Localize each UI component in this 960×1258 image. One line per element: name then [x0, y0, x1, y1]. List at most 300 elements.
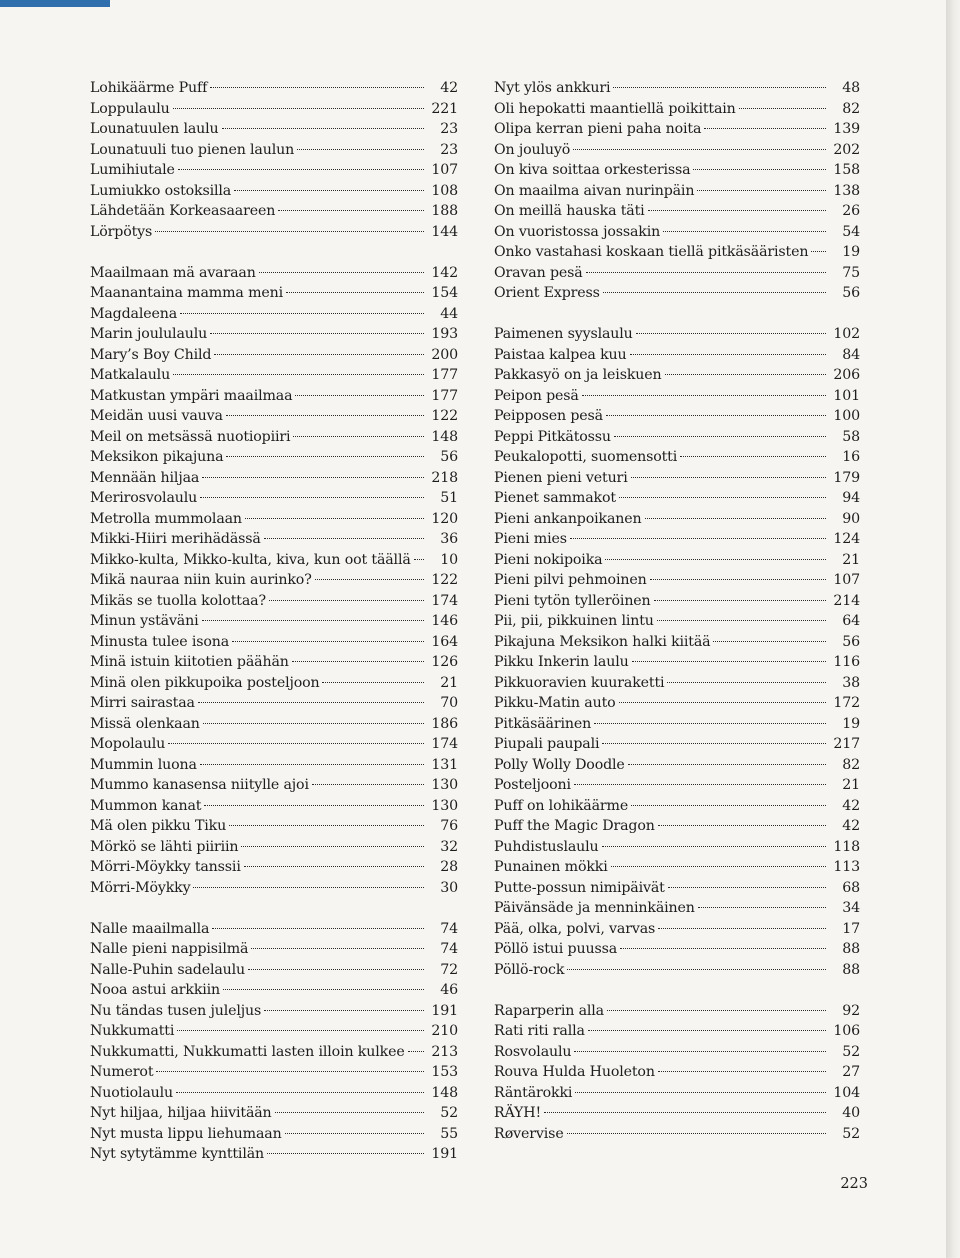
index-entry — [494, 160, 860, 181]
index-entry — [494, 775, 860, 796]
dot-leader — [204, 805, 424, 806]
entry-title: Peppi Pitkätossu — [494, 428, 611, 445]
entry-title: Minä istuin kiitotien päähän — [90, 654, 289, 670]
dot-leader — [226, 456, 424, 457]
entry-page-number: 23 — [440, 121, 458, 137]
entry-page-number: 27 — [842, 1064, 860, 1080]
entry-title: Pieni tytön tylleröinen — [494, 592, 651, 609]
entry-page-number: 124 — [833, 531, 860, 547]
entry-page-number: 130 — [431, 797, 458, 814]
entry-title: On maailma aivan nurinpäin — [494, 182, 695, 199]
entry-page-number: 108 — [431, 182, 458, 199]
dot-leader — [315, 579, 424, 580]
entry-page-number: 19 — [842, 715, 860, 732]
entry-page-number: 28 — [440, 859, 458, 875]
dot-leader — [693, 169, 826, 170]
entry-page-number: 56 — [842, 285, 860, 301]
dot-leader — [567, 1133, 826, 1134]
dot-leader — [200, 497, 424, 498]
index-entry — [494, 406, 860, 427]
entry-page-number: 118 — [833, 838, 860, 855]
entry-title: Onko vastahasi koskaan tiellä pitkäsääristen — [494, 244, 809, 260]
entry-page-number: 76 — [440, 818, 458, 834]
entry-page-number: 130 — [431, 777, 458, 793]
dot-leader — [594, 723, 826, 724]
index-entry — [90, 263, 458, 284]
dot-leader — [645, 518, 827, 519]
entry-page-number: 100 — [833, 408, 860, 424]
dot-leader — [408, 1051, 424, 1052]
index-column-right — [494, 78, 860, 1144]
entry-page-number: 74 — [440, 941, 458, 957]
dot-leader — [226, 415, 424, 416]
entry-title: Mennään hiljaa — [90, 469, 200, 486]
entry-page-number: 139 — [833, 121, 860, 137]
dot-leader — [603, 292, 826, 293]
entry-page-number: 36 — [440, 531, 458, 547]
dot-leader — [245, 518, 424, 519]
index-entry — [90, 140, 458, 161]
dot-leader — [613, 87, 826, 88]
entry-page-number: 191 — [431, 1002, 458, 1019]
dot-leader — [631, 805, 826, 806]
index-entry — [90, 447, 458, 468]
index-entry — [90, 980, 458, 1001]
index-entry — [494, 857, 860, 878]
entry-title: Paistaa kalpea kuu — [494, 346, 627, 363]
page-number: 223 — [840, 1176, 868, 1192]
entry-page-number: 210 — [431, 1023, 458, 1039]
entry-title: Puff on lohikäärme — [494, 797, 629, 814]
index-entry — [90, 1042, 458, 1063]
index-entry — [90, 386, 458, 407]
entry-title: Pää, olka, polvi, varvas — [494, 920, 656, 937]
entry-title: Minusta tulee isona — [90, 633, 230, 650]
index-entry — [494, 919, 860, 940]
index-entry — [494, 1103, 860, 1124]
entry-title: Minun ystäväni — [90, 613, 199, 629]
entry-page-number: 10 — [440, 551, 458, 568]
index-entry — [494, 222, 860, 243]
index-entry — [494, 427, 860, 448]
index-entry — [90, 406, 458, 427]
entry-title: Mikäs se tuolla kolottaa? — [90, 592, 266, 609]
index-entry — [90, 960, 458, 981]
index-entry — [494, 468, 860, 489]
entry-page-number: 55 — [440, 1125, 458, 1142]
index-entry — [494, 78, 860, 99]
dot-leader — [178, 169, 424, 170]
entry-title: Lounatuulen laulu — [90, 121, 219, 137]
dot-leader — [697, 190, 826, 191]
entry-title: Pieni nokipoika — [494, 551, 603, 568]
index-entry — [90, 283, 458, 304]
dot-leader — [602, 743, 826, 744]
entry-title: Maanantaina mamma meni — [90, 285, 283, 301]
dot-leader — [668, 887, 826, 888]
dot-leader — [665, 374, 827, 375]
entry-title: Puhdistuslaulu — [494, 838, 599, 855]
dot-leader — [173, 374, 424, 375]
index-entry — [494, 960, 860, 981]
entry-title: Missä olenkaan — [90, 715, 200, 732]
entry-page-number: 126 — [431, 654, 458, 670]
entry-title: Pikku Inkerin laulu — [494, 654, 629, 670]
entry-page-number: 82 — [842, 756, 860, 773]
entry-page-number: 82 — [842, 100, 860, 117]
entry-title: Mikä nauraa niin kuin aurinko? — [90, 572, 312, 588]
dot-leader — [650, 579, 826, 580]
index-entry — [90, 1144, 458, 1165]
dot-leader — [210, 333, 424, 334]
index-entry — [90, 755, 458, 776]
dot-leader — [607, 1010, 826, 1011]
index-entry — [90, 345, 458, 366]
entry-page-number: 42 — [842, 797, 860, 814]
dot-leader — [168, 743, 424, 744]
dot-leader — [202, 477, 424, 478]
entry-title: Piupali paupali — [494, 736, 600, 752]
index-entry — [494, 345, 860, 366]
entry-page-number: 214 — [833, 592, 860, 609]
dot-leader — [811, 251, 826, 252]
dot-leader — [222, 128, 424, 129]
dot-leader — [212, 928, 424, 929]
entry-title: Lounatuuli tuo pienen laulun — [90, 141, 295, 158]
entry-page-number: 88 — [842, 941, 860, 957]
section-gap — [494, 980, 860, 1001]
entry-title: Mopolaulu — [90, 736, 166, 752]
index-entry — [494, 447, 860, 468]
dot-leader — [704, 128, 826, 129]
dot-leader — [200, 764, 424, 765]
entry-page-number: 21 — [842, 551, 860, 568]
entry-page-number: 186 — [431, 715, 458, 732]
entry-title: Oravan pesä — [494, 264, 583, 281]
dot-leader — [658, 928, 826, 929]
dot-leader — [198, 702, 424, 703]
index-entry — [494, 242, 860, 263]
index-entry — [494, 365, 860, 386]
entry-page-number: 148 — [431, 428, 458, 445]
entry-page-number: 42 — [842, 818, 860, 834]
index-entry — [494, 201, 860, 222]
dot-leader — [241, 846, 424, 847]
entry-page-number: 64 — [842, 613, 860, 629]
entry-title: Pikkuoravien kuuraketti — [494, 674, 665, 691]
dot-leader — [155, 231, 424, 232]
dot-leader — [156, 1071, 424, 1072]
entry-page-number: 172 — [833, 695, 860, 711]
entry-title: Polly Wolly Doodle — [494, 756, 625, 773]
index-entry — [90, 1021, 458, 1042]
entry-page-number: 48 — [842, 80, 860, 96]
entry-page-number: 107 — [833, 572, 860, 588]
entry-page-number: 52 — [842, 1125, 860, 1142]
entry-page-number: 21 — [440, 674, 458, 691]
dot-leader — [588, 1030, 826, 1031]
entry-page-number: 174 — [431, 736, 458, 752]
entry-page-number: 206 — [833, 367, 860, 383]
entry-title: Meil on metsässä nuotiopiiri — [90, 428, 291, 445]
entry-page-number: 213 — [431, 1043, 458, 1060]
entry-page-number: 90 — [842, 510, 860, 527]
index-entry — [90, 734, 458, 755]
entry-page-number: 40 — [842, 1105, 860, 1121]
dot-leader — [259, 272, 424, 273]
entry-page-number: 72 — [440, 961, 458, 978]
dot-leader — [295, 395, 424, 396]
dot-leader — [293, 436, 424, 437]
entry-title: Nyt ylös ankkuri — [494, 80, 611, 96]
entry-title: Meidän uusi vauva — [90, 408, 223, 424]
entry-title: Nukkumatti, Nukkumatti lasten illoin kulkee — [90, 1043, 405, 1060]
entry-title: On jouluyö — [494, 141, 571, 158]
entry-page-number: 174 — [431, 592, 458, 609]
dot-leader — [278, 210, 424, 211]
entry-page-number: 34 — [842, 900, 860, 916]
entry-title: Nu tändas tusen juleljus — [90, 1002, 262, 1019]
dot-leader — [605, 559, 826, 560]
entry-title: Rati riti ralla — [494, 1023, 585, 1039]
entry-page-number: 191 — [431, 1146, 458, 1162]
entry-title: Raparperin alla — [494, 1002, 604, 1019]
index-entry — [494, 1062, 860, 1083]
entry-page-number: 202 — [833, 141, 860, 158]
dot-leader — [322, 682, 424, 683]
dot-leader — [544, 1112, 826, 1113]
entry-title: Nalle-Puhin sadelaulu — [90, 961, 246, 978]
entry-title: On meillä hauska täti — [494, 203, 645, 219]
entry-page-number: 46 — [440, 982, 458, 998]
entry-title: Lumihiutale — [90, 162, 175, 178]
dot-leader — [657, 620, 826, 621]
index-entry — [494, 755, 860, 776]
dot-leader — [275, 1112, 424, 1113]
dot-leader — [636, 333, 826, 334]
entry-title: Pienen pieni veturi — [494, 469, 628, 486]
entry-title: Nooa astui arkkiin — [90, 982, 221, 998]
entry-page-number: 144 — [431, 223, 458, 240]
dot-leader — [575, 1092, 826, 1093]
entry-page-number: 102 — [833, 326, 860, 342]
index-entry — [90, 488, 458, 509]
index-entry — [494, 1083, 860, 1104]
entry-page-number: 164 — [431, 633, 458, 650]
entry-title: Metrolla mummolaan — [90, 510, 242, 527]
index-entry — [90, 119, 458, 140]
entry-page-number: 217 — [833, 736, 860, 752]
index-entry — [90, 652, 458, 673]
entry-title: Marin joululaulu — [90, 326, 208, 342]
dot-leader — [292, 661, 424, 662]
index-entry — [90, 509, 458, 530]
index-entry — [90, 181, 458, 202]
entry-page-number: 142 — [431, 264, 458, 281]
dot-leader — [264, 538, 424, 539]
entry-title: Nyt sytytämme kynttilän — [90, 1146, 264, 1162]
entry-page-number: 21 — [842, 777, 860, 793]
entry-page-number: 107 — [431, 162, 458, 178]
dot-leader — [203, 723, 424, 724]
entry-title: Maailmaan mä avaraan — [90, 264, 256, 281]
entry-title: Mummin luona — [90, 756, 197, 773]
index-entry — [494, 611, 860, 632]
entry-title: Nyt musta lippu liehumaan — [90, 1125, 282, 1142]
index-entry — [494, 632, 860, 653]
entry-page-number: 120 — [431, 510, 458, 527]
index-entry — [494, 1124, 860, 1145]
index-entry — [494, 796, 860, 817]
index-entry — [90, 201, 458, 222]
entry-page-number: 38 — [842, 674, 860, 691]
dot-leader — [297, 149, 424, 150]
entry-title: Loppulaulu — [90, 100, 170, 117]
entry-page-number: 177 — [431, 367, 458, 383]
index-entry — [90, 693, 458, 714]
dot-leader — [177, 1030, 424, 1031]
dot-leader — [312, 784, 424, 785]
entry-title: Puff the Magic Dragon — [494, 818, 655, 834]
entry-title: Mirri sairastaa — [90, 695, 195, 711]
dot-leader — [567, 969, 826, 970]
entry-title: Pii, pii, pikkuinen lintu — [494, 613, 654, 629]
entry-title: Pitkäsäärinen — [494, 715, 592, 732]
index-entry — [90, 427, 458, 448]
corner-color-tab — [0, 0, 110, 7]
entry-title: Lähdetään Korkeasaareen — [90, 203, 276, 219]
entry-title: Mummon kanat — [90, 797, 202, 814]
entry-page-number: 122 — [431, 408, 458, 424]
index-entry — [494, 652, 860, 673]
entry-title: Rouva Hulda Huoleton — [494, 1064, 655, 1080]
entry-page-number: 19 — [842, 244, 860, 260]
dot-leader — [244, 866, 424, 867]
entry-title: Mikko-kulta, Mikko-kulta, kiva, kun oot täällä — [90, 551, 411, 568]
entry-page-number: 138 — [833, 182, 860, 199]
entry-title: Olipa kerran pieni paha noita — [494, 121, 702, 137]
dot-leader — [619, 702, 826, 703]
entry-page-number: 177 — [431, 387, 458, 404]
entry-title: Nalle maailmalla — [90, 920, 210, 937]
index-entry — [90, 78, 458, 99]
index-entry — [494, 837, 860, 858]
dot-leader — [202, 620, 425, 621]
entry-page-number: 116 — [833, 654, 860, 670]
dot-leader — [582, 395, 826, 396]
entry-page-number: 104 — [833, 1084, 860, 1101]
entry-page-number: 51 — [440, 490, 458, 506]
entry-page-number: 54 — [842, 223, 860, 240]
dot-leader — [193, 887, 424, 888]
index-entry — [494, 673, 860, 694]
dot-leader — [631, 477, 826, 478]
index-entry — [90, 1124, 458, 1145]
entry-title: Peipposen pesä — [494, 408, 603, 424]
dot-leader — [180, 313, 424, 314]
dot-leader — [574, 1051, 826, 1052]
dot-leader — [628, 764, 826, 765]
entry-page-number: 17 — [842, 920, 860, 937]
dot-leader — [229, 825, 424, 826]
entry-title: Mikki-Hiiri merihädässä — [90, 531, 261, 547]
index-entry — [90, 1103, 458, 1124]
index-entry — [494, 1042, 860, 1063]
entry-title: Rosvolaulu — [494, 1043, 572, 1060]
dot-leader — [269, 600, 424, 601]
entry-title: Merirosvolaulu — [90, 490, 198, 506]
index-entry — [90, 222, 458, 243]
dot-leader — [251, 948, 424, 949]
index-entry — [494, 816, 860, 837]
dot-leader — [614, 436, 826, 437]
dot-leader — [234, 190, 424, 191]
entry-title: Mä olen pikku Tiku — [90, 818, 227, 834]
index-entry — [494, 550, 860, 571]
entry-page-number: 221 — [431, 100, 458, 117]
index-column-left — [90, 78, 458, 1165]
index-entry — [90, 591, 458, 612]
entry-page-number: 52 — [440, 1105, 458, 1121]
section-gap — [90, 242, 458, 263]
entry-title: Orient Express — [494, 285, 600, 301]
index-entry — [494, 283, 860, 304]
entry-title: Pieni ankanpoikanen — [494, 510, 642, 527]
entry-page-number: 146 — [431, 613, 458, 629]
index-entry — [90, 1001, 458, 1022]
page-edge — [946, 0, 960, 1258]
entry-title: Putte-possun nimipäivät — [494, 879, 665, 896]
entry-title: RÄYH! — [494, 1105, 542, 1121]
entry-title: Mummo kanasensa niitylle ajoi — [90, 777, 309, 793]
entry-page-number: 52 — [842, 1043, 860, 1060]
dot-leader — [667, 682, 826, 683]
entry-page-number: 74 — [440, 920, 458, 937]
entry-title: On vuoristossa jossakin — [494, 223, 661, 240]
index-entry — [90, 160, 458, 181]
entry-title: Posteljooni — [494, 777, 571, 793]
entry-title: Peukalopotti, suomensotti — [494, 449, 678, 465]
index-entry — [494, 734, 860, 755]
index-entry — [494, 386, 860, 407]
index-entry — [90, 99, 458, 120]
entry-page-number: 56 — [842, 633, 860, 650]
entry-title: Oli hepokatti maantiellä poikittain — [494, 100, 736, 117]
dot-leader — [619, 497, 826, 498]
entry-title: Räntärokki — [494, 1084, 573, 1101]
entry-title: Magdaleena — [90, 305, 178, 322]
entry-page-number: 26 — [842, 203, 860, 219]
entry-page-number: 68 — [842, 879, 860, 896]
entry-title: Pöllö-rock — [494, 961, 565, 978]
entry-page-number: 23 — [440, 141, 458, 158]
index-entry — [494, 1001, 860, 1022]
entry-page-number: 122 — [431, 572, 458, 588]
entry-page-number: 131 — [431, 756, 458, 773]
index-entry — [90, 468, 458, 489]
entry-title: Mary’s Boy Child — [90, 346, 212, 363]
entry-title: Punainen mökki — [494, 859, 608, 875]
entry-page-number: 32 — [440, 838, 458, 855]
entry-title: Mörri-Möykky — [90, 879, 191, 896]
dot-leader — [739, 108, 826, 109]
index-entry — [90, 632, 458, 653]
index-entry — [90, 365, 458, 386]
index-entry — [90, 550, 458, 571]
entry-page-number: 188 — [431, 203, 458, 219]
entry-title: Pikajuna Meksikon halki kiitää — [494, 633, 711, 650]
index-entry — [494, 898, 860, 919]
